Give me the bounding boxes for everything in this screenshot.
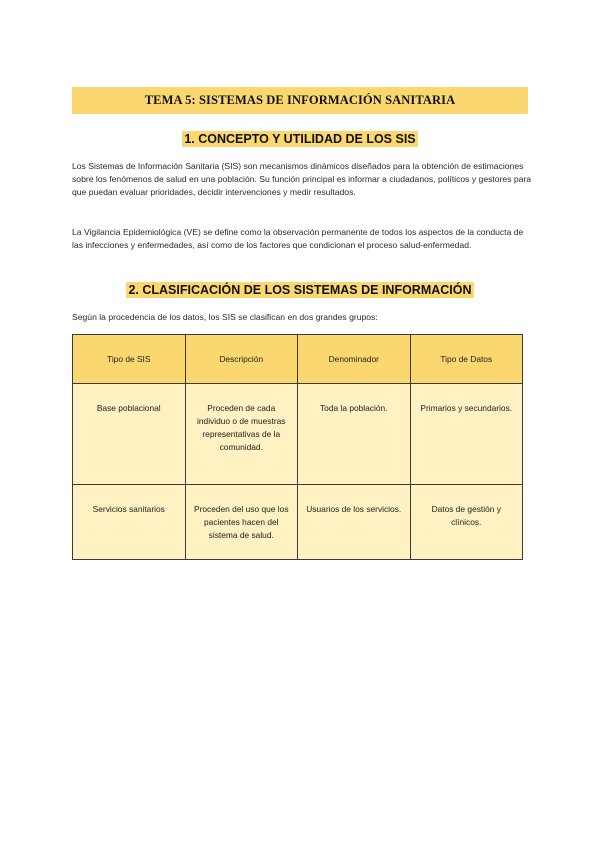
table-header-row bbox=[73, 335, 523, 384]
section1-heading-text: 1. CONCEPTO Y UTILIDAD DE LOS SIS bbox=[184, 132, 416, 146]
table-row bbox=[73, 485, 523, 560]
table-cell: Servicios sanitarios bbox=[73, 485, 186, 560]
table-cell: Proceden del uso que los pacientes hacen del sistema de salud. bbox=[185, 485, 298, 560]
section2-heading bbox=[72, 281, 528, 299]
header-tipo-sis: Tipo de SIS bbox=[73, 335, 186, 384]
table-cell: Primarios y secundarios. bbox=[410, 384, 523, 485]
table-cell: Proceden de cada individuo o de muestras representativas de la comunidad. bbox=[185, 384, 298, 485]
section1-paragraph1: Los Sistemas de Información Sanitaria (SIS) son mecanismos dinámicos diseñados para la obtención de estimaciones sobre los fenómenos de salud en una población. Su función principal es informar a ciudadanos, políticos y gestores para que puedan evaluar prioridades, decidir intervenciones y medir resultados. bbox=[72, 161, 532, 198]
header-denominador: Denominador bbox=[298, 335, 411, 384]
table-cell: Datos de gestión y clínicos. bbox=[410, 485, 523, 560]
header-descripcion: Descripción bbox=[185, 335, 298, 384]
section1-heading bbox=[72, 130, 528, 148]
sis-classification-table bbox=[72, 334, 523, 560]
table-row bbox=[73, 384, 523, 485]
table-cell: Toda la población. bbox=[298, 384, 411, 485]
section1-paragraph2: La Vigilancia Epidemiológica (VE) se define como la observación permanente de todos los aspectos de la conducta de las infecciones y enfermedades, así como de los factores que condicionan el proceso salud-enfermedad. bbox=[72, 227, 524, 251]
section2-intro: Según la procedencia de los datos, los SIS se clasifican en dos grandes grupos: bbox=[72, 312, 378, 322]
header-tipo-datos: Tipo de Datos bbox=[410, 335, 523, 384]
section2-heading-text: 2. CLASIFICACIÓN DE LOS SISTEMAS DE INFORMACIÓN bbox=[128, 283, 472, 297]
document-title bbox=[72, 87, 528, 114]
table-cell: Usuarios de los servicios. bbox=[298, 485, 411, 560]
table-cell: Base poblacional bbox=[73, 384, 186, 485]
document-title-text: TEMA 5: SISTEMAS DE INFORMACIÓN SANITARIA bbox=[144, 93, 456, 107]
